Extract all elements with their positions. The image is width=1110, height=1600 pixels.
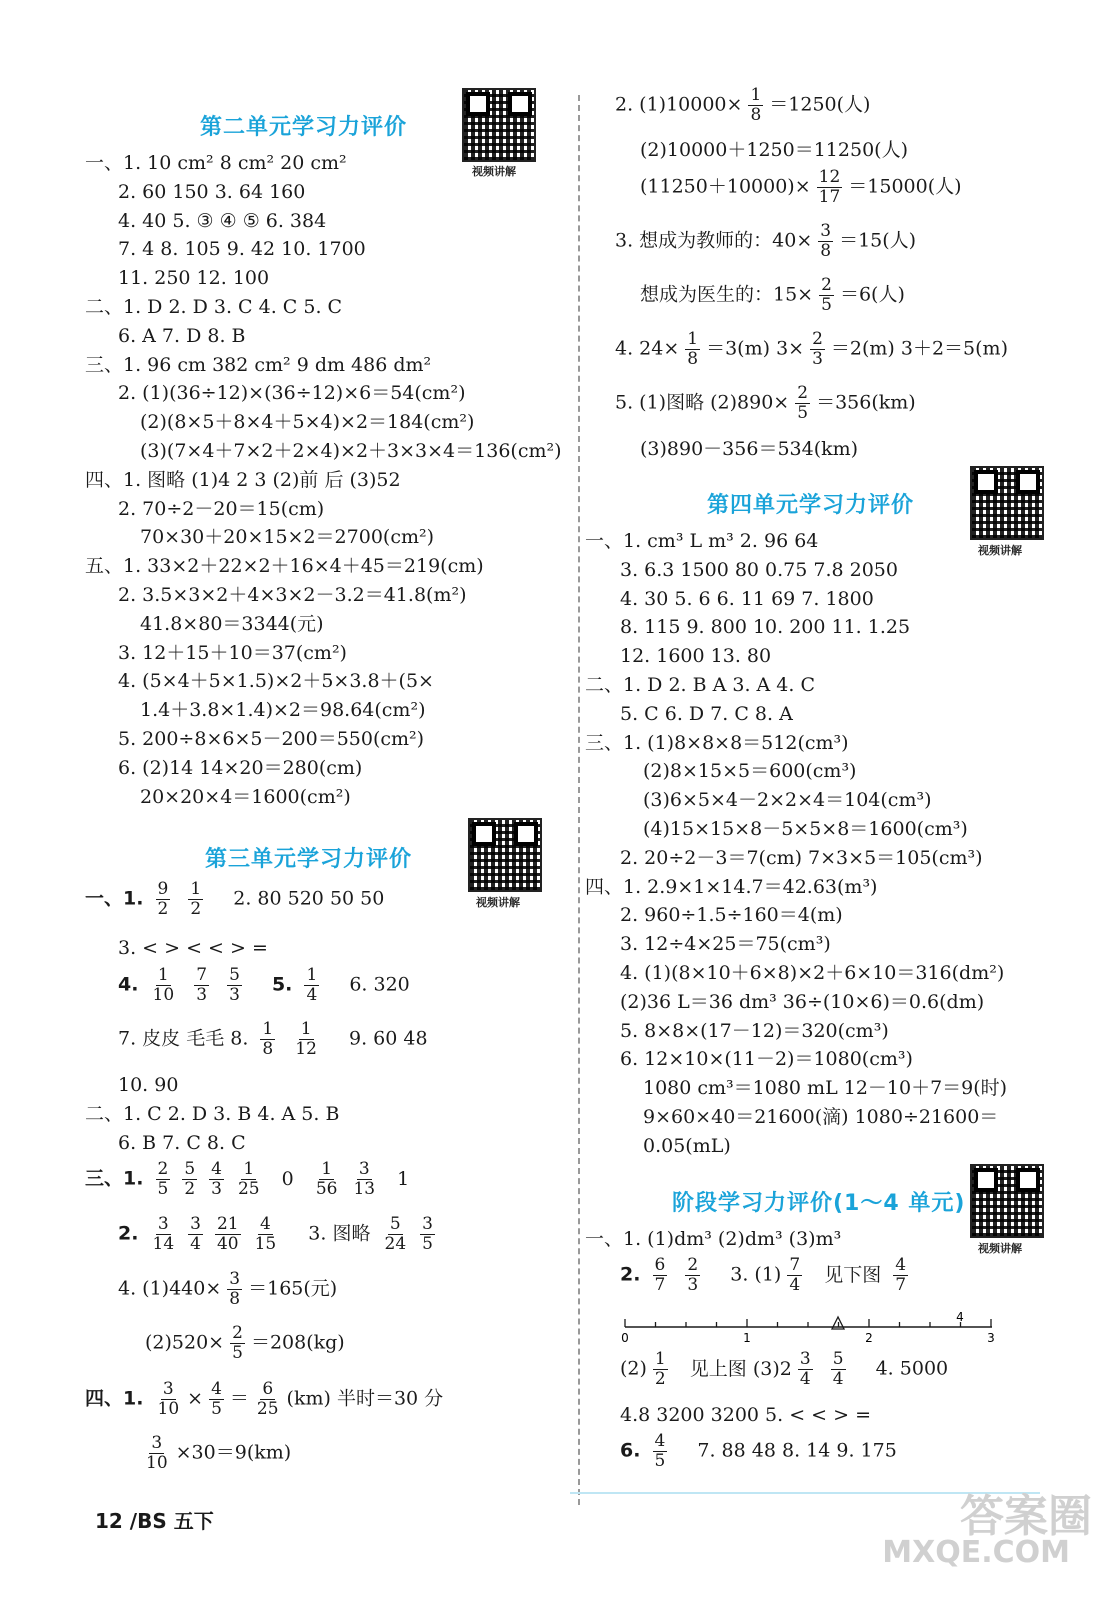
answer-line: 三、1. (1)8×8×8＝512(cm³) <box>585 731 849 754</box>
answer-line: (4)15×15×8－5×5×8＝1600(cm³) <box>643 818 968 840</box>
fraction: $\frac{1}{8}$ <box>687 329 699 369</box>
answer-line: (2)10000＋1250＝11250(人) <box>640 139 908 161</box>
answer-line: 2. (1)10000× $\frac{1}{8}$ ＝1250(人) <box>615 85 871 125</box>
qr-code-icon[interactable] <box>468 818 542 892</box>
fraction: $\frac{3}{14}$ <box>152 1214 175 1254</box>
answer-line: 二、1. C 2. D 3. B 4. A 5. B <box>85 1103 340 1125</box>
number-line <box>620 1305 1000 1345</box>
unit3-title: 第三单元学习力评价 <box>205 847 413 872</box>
fraction: $\frac{3}{10}$ <box>146 1433 168 1473</box>
qr-caption: 视频讲解 <box>476 896 520 909</box>
answer-line: 9×60×40＝21600(滴) 1080÷21600＝ <box>643 1106 999 1128</box>
answer-line: 2. 3.5×3×2＋4×3×2－3.2＝41.8(m²) <box>118 584 467 606</box>
answer-line: 12. 1600 13. 80 <box>620 645 772 668</box>
answer-line: 3. 想成为教师的：40× $\frac{3}{8}$ ＝15(人) <box>615 221 917 261</box>
qr-code-icon[interactable] <box>970 1164 1044 1238</box>
answer-line: 5. 200÷8×6×5－200＝550(cm²) <box>118 728 425 750</box>
answer-line: 二、1. D 2. B A 3. A 4. C <box>585 674 816 696</box>
stage-title: 阶段学习力评价(1～4 单元) <box>672 1191 966 1216</box>
answer-line: (2)8×15×5＝600(cm³) <box>643 760 857 783</box>
fraction: $\frac{3}{8}$ <box>229 1269 241 1309</box>
fraction: $\frac{2}{5}$ <box>232 1323 243 1363</box>
answer-line: 三、1. $\frac{2}{5}$ $\frac{5}{2}$ $\frac{4}{3}$ $\frac{1}{25}$ 0 $\frac{1}{56}$ $\frac{3}{13}$ 1 <box>85 1159 410 1199</box>
fraction: $\frac{4}{15}$ <box>254 1214 277 1254</box>
answer-line: 0.05(mL) <box>643 1134 731 1157</box>
answer-line: 5. C 6. D 7. C 8. A <box>620 702 793 725</box>
fraction: $\frac{9}{2}$ <box>157 879 169 919</box>
answer-line: 2. 20÷2－3＝7(cm) 7×3×5＝105(cm³) <box>620 846 983 869</box>
answer-line: 二、1. D 2. D 3. C 4. C 5. C <box>85 296 343 318</box>
qr-caption: 视频讲解 <box>472 165 516 178</box>
unit2-title: 第二单元学习力评价 <box>200 115 408 140</box>
fraction: $\frac{1}{8}$ <box>262 1019 274 1059</box>
fraction: $\frac{4}{7}$ <box>895 1255 907 1295</box>
fraction: $\frac{5}{4}$ <box>832 1349 844 1389</box>
column-divider <box>578 95 580 1505</box>
fraction: $\frac{21}{40}$ <box>216 1214 239 1254</box>
fraction: $\frac{3}{13}$ <box>353 1159 376 1199</box>
fraction: $\frac{1}{2}$ <box>190 879 202 919</box>
fraction: $\frac{1}{56}$ <box>315 1159 338 1199</box>
answer-line: (2) $\frac{1}{2}$ 见上图 (3)2 $\frac{3}{4}$ $\frac{5}{4}$ 4. 5000 <box>620 1349 949 1389</box>
fraction: $\frac{1}{8}$ <box>750 85 762 125</box>
fraction: $\frac{6}{7}$ <box>654 1255 666 1295</box>
answer-line: 4. 24× $\frac{1}{8}$ ＝3(m) 3× $\frac{2}{3}$ ＝2(m) 3＋2＝5(m) <box>615 329 1008 369</box>
answer-line: 8. 115 9. 800 10. 200 11. 1.25 <box>620 616 911 639</box>
answer-line: 2. $\frac{6}{7}$ $\frac{2}{3}$ 3. (1) $\frac{7}{4}$ 见下图 $\frac{4}{7}$ <box>620 1255 907 1295</box>
unit4-title: 第四单元学习力评价 <box>707 493 915 518</box>
fraction: $\frac{12}{17}$ <box>818 167 841 207</box>
fraction: $\frac{4}{5}$ <box>654 1431 666 1471</box>
axis-label: 1 <box>743 1331 751 1345</box>
fraction: $\frac{1}{12}$ <box>295 1019 317 1059</box>
axis-mark-label: 4 <box>956 1310 964 1324</box>
answer-line: 6. $\frac{4}{5}$ 7. 88 48 8. 14 9. 175 <box>620 1431 897 1471</box>
answer-line: 五、1. 33×2＋22×2＋16×4＋45＝219(cm) <box>85 555 484 578</box>
answer-line: 2. 960÷1.5÷160＝4(m) <box>620 904 843 927</box>
fraction: $\frac{1}{4}$ <box>306 965 318 1005</box>
fraction: $\frac{3}{4}$ <box>799 1349 811 1389</box>
answer-line: 3. < > < < > = <box>118 937 268 959</box>
answer-line: 6. B 7. C 8. C <box>118 1132 246 1154</box>
answer-line: 6. 12×10×(11－2)＝1080(cm³) <box>620 1048 913 1071</box>
fraction: $\frac{7}{3}$ <box>196 965 208 1005</box>
watermark-logo: 答案圈 <box>960 1491 1092 1542</box>
answer-line: 2. 70÷2－20＝15(cm) <box>118 497 325 520</box>
qr-caption: 视频讲解 <box>978 544 1022 557</box>
answer-line: 四、1. $\frac{3}{10}$ × $\frac{4}{5}$ ＝ $\frac{6}{25}$ (km) 半时＝30 分 <box>85 1379 444 1419</box>
fraction: $\frac{1}{10}$ <box>152 965 175 1005</box>
answer-line: 6. A 7. D 8. B <box>118 324 246 347</box>
answer-line: 70×30＋20×15×2＝2700(cm²) <box>140 526 435 549</box>
fraction: $\frac{3}{4}$ <box>190 1214 201 1254</box>
answer-line: 2. 60 150 3. 64 160 <box>118 180 306 203</box>
answer-line: (3)6×5×4－2×2×4＝104(cm³) <box>643 789 932 812</box>
fraction: $\frac{5}{24}$ <box>384 1214 407 1254</box>
answer-line: 一、1. (1)dm³ (2)dm³ (3)m³ <box>585 1228 842 1250</box>
answer-line: 2. $\frac{3}{14}$ $\frac{3}{4}$ $\frac{21}{40}$ $\frac{4}{15}$ 3. 图略 $\frac{5}{24}$ $\frac{3}{5}$ <box>118 1214 433 1254</box>
answer-line: 一、1. 10 cm² 8 cm² 20 cm² <box>85 152 347 174</box>
answer-line: 11. 250 12. 100 <box>118 267 270 290</box>
answer-line: $\frac{3}{10}$ ×30＝9(km) <box>146 1433 292 1473</box>
answer-line: 4. (1)(8×10＋6×8)×2＋6×10＝316(dm²) <box>620 962 1005 984</box>
answer-line: 1.4＋3.8×1.4)×2＝98.64(cm²) <box>140 699 426 722</box>
fraction: $\frac{2}{3}$ <box>687 1255 699 1295</box>
fraction: $\frac{5}{3}$ <box>229 965 240 1005</box>
fraction: $\frac{3}{10}$ <box>157 1379 180 1419</box>
fraction: $\frac{7}{4}$ <box>789 1255 801 1295</box>
answer-line: 7. 4 8. 105 9. 42 10. 1700 <box>118 238 366 261</box>
fraction: $\frac{4}{3}$ <box>211 1159 222 1199</box>
answer-line: 4. 30 5. 6 6. 11 69 7. 1800 <box>620 587 874 610</box>
answer-line: (2)36 L＝36 dm³ 36÷(10×6)＝0.6(dm) <box>620 990 985 1013</box>
answer-line: 4.8 3200 3200 5. < < > = <box>620 1404 872 1426</box>
axis-label: 2 <box>865 1331 873 1345</box>
answer-line: 四、1. 2.9×1×14.7＝42.63(m³) <box>585 875 878 898</box>
answer-line: 41.8×80＝3344(元) <box>140 612 324 635</box>
fraction: $\frac{1}{2}$ <box>654 1349 666 1389</box>
watermark-url: MXQE.COM <box>882 1535 1070 1570</box>
answer-line: 2. (1)(36÷12)×(36÷12)×6＝54(cm²) <box>118 382 466 405</box>
qr-code-icon[interactable] <box>462 88 536 162</box>
answer-line: 4. (5×4＋5×1.5)×2＋5×3.8＋(5× <box>118 670 434 693</box>
fraction: $\frac{5}{2}$ <box>184 1159 196 1199</box>
qr-code-icon[interactable] <box>970 466 1044 540</box>
answer-line: (3)(7×4＋7×2＋2×4)×2＋3×3×4＝136(cm²) <box>140 440 562 462</box>
fraction: $\frac{3}{5}$ <box>422 1214 433 1254</box>
fraction: $\frac{2}{5}$ <box>821 275 832 315</box>
answer-line: 20×20×4＝1600(cm²) <box>140 785 351 808</box>
fraction: $\frac{2}{5}$ <box>157 1159 169 1199</box>
answer-line: 想成为医生的：15× $\frac{2}{5}$ ＝6(人) <box>640 275 905 315</box>
answer-line: 5. 8×8×(17－12)＝320(cm³) <box>620 1019 889 1042</box>
answer-line: 四、1. 图略 (1)4 2 3 (2)前 后 (3)52 <box>85 468 401 491</box>
answer-line: 4. $\frac{1}{10}$ $\frac{7}{3}$ $\frac{5}{3}$ 5. $\frac{1}{4}$ 6. 320 <box>118 965 410 1005</box>
fraction: $\frac{6}{25}$ <box>256 1379 279 1419</box>
axis-label: 3 <box>987 1331 995 1345</box>
fraction: $\frac{2}{3}$ <box>812 329 823 369</box>
answer-line: 一、1. $\frac{9}{2}$ $\frac{1}{2}$ 2. 80 520 50 50 <box>85 879 385 919</box>
answer-line: 1080 cm³＝1080 mL 12－10＋7＝9(时) <box>643 1077 1008 1100</box>
fraction: $\frac{2}{5}$ <box>797 383 809 423</box>
qr-caption: 视频讲解 <box>978 1242 1022 1255</box>
answer-line: 4. 40 5. ③ ④ ⑤ 6. 384 <box>118 209 327 232</box>
fraction: $\frac{4}{5}$ <box>211 1379 222 1419</box>
page-footer: 12 /BS 五下 <box>95 1509 214 1533</box>
axis-label: 0 <box>621 1331 629 1345</box>
answer-line: (2)(8×5＋8×4＋5×4)×2＝184(cm²) <box>140 411 475 434</box>
answer-line: 3. 12＋15＋10＝37(cm²) <box>118 641 347 664</box>
fraction: $\frac{3}{8}$ <box>820 221 832 261</box>
answer-line: 一、1. cm³ L m³ 2. 96 64 <box>585 530 819 552</box>
answer-line: (2)520× $\frac{2}{5}$ ＝208(kg) <box>145 1323 345 1363</box>
answer-line: (3)890－356＝534(km) <box>640 438 859 460</box>
answer-line: 3. 6.3 1500 80 0.75 7.8 2050 <box>620 558 898 581</box>
answer-line: (11250＋10000)× $\frac{12}{17}$ ＝15000(人) <box>640 167 962 207</box>
answer-line: 三、1. 96 cm 382 cm² 9 dm 486 dm² <box>85 353 432 376</box>
answer-line: 10. 90 <box>118 1074 179 1096</box>
answer-line: 6. (2)14 14×20＝280(cm) <box>118 756 363 779</box>
answer-line: 4. (1)440× $\frac{3}{8}$ ＝165(元) <box>118 1269 338 1309</box>
answer-line: 3. 12÷4×25＝75(cm³) <box>620 933 831 956</box>
answer-line: 7. 皮皮 毛毛 8. $\frac{1}{8}$ $\frac{1}{12}$ 9. 60 48 <box>118 1019 428 1059</box>
fraction: $\frac{1}{25}$ <box>237 1159 260 1199</box>
answer-line: 5. (1)图略 (2)890× $\frac{2}{5}$ ＝356(km) <box>615 383 916 423</box>
